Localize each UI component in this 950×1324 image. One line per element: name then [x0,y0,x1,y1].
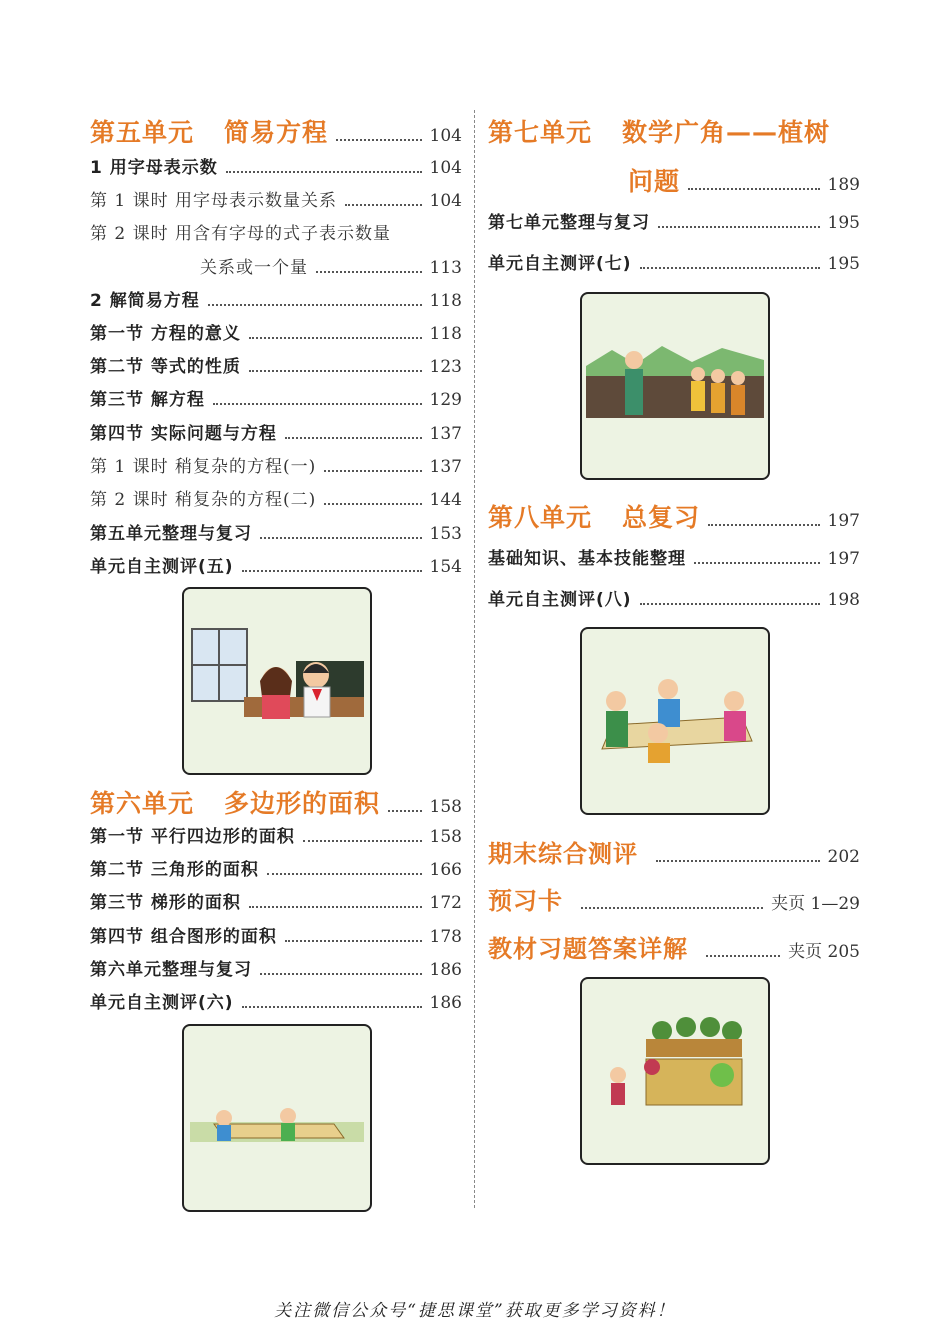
toc-unit-8[interactable] [488,498,860,534]
entry-label: 第 1 课时 稍复杂的方程(一) [90,457,317,477]
entry-label: 第三节 梯形的面积 [90,893,241,913]
entry-label: 第六单元整理与复习 [90,960,252,980]
page-number: 154 [429,557,462,577]
unit-title: 第八单元 [488,503,593,532]
toc-entry[interactable] [90,552,462,577]
leader-dots [688,188,820,190]
toc-unit-5[interactable] [90,113,462,149]
toc-entry[interactable] [90,855,462,880]
toc-entry[interactable] [488,544,860,569]
leader-dots [706,955,780,957]
page-number: 186 [429,993,462,1013]
leader-dots [249,370,422,372]
toc-entry[interactable] [90,286,462,311]
entry-label: 单元自主测评(七) [488,254,632,274]
entry-label: 第 2 课时 用含有字母的式子表示数量 [90,224,392,244]
page-number: 137 [429,457,462,477]
toc-final-test[interactable] [488,834,860,869]
page-number: 104 [429,158,462,178]
unit-subtitle: 多边形的面积 [224,789,381,818]
toc-entry[interactable] [90,922,462,947]
toc-unit-7[interactable] [488,113,860,149]
page-number: 178 [429,927,462,947]
toc-entry[interactable] [90,888,462,913]
leader-dots [285,437,422,439]
leader-dots [316,271,422,273]
tree-planting-illustration [580,292,770,480]
discussion-illustration [580,627,770,815]
leader-dots [249,337,422,339]
leader-dots [656,860,820,862]
entry-label: 第二节 等式的性质 [90,357,241,377]
page-number: 166 [429,860,462,880]
toc-entry[interactable] [90,385,462,410]
entry-label: 第一节 方程的意义 [90,324,241,344]
unit-subtitle: 简易方程 [224,118,329,147]
unit-subtitle-cont: 问题 [628,167,681,196]
planting-scene [582,294,768,478]
toc-entry[interactable] [90,219,462,244]
unit-subtitle: 总复习 [622,503,701,532]
entry-label: 2 解简易方程 [90,291,200,311]
leader-dots [324,503,421,505]
page-number: 118 [429,324,462,344]
page-number: 197 [827,511,860,531]
discussion-scene [582,629,768,813]
toc-entry[interactable] [488,249,860,274]
page-number: 195 [827,213,860,233]
unit-subtitle: 数学广角——植树 [622,118,831,147]
entry-label: 第二节 三角形的面积 [90,860,259,880]
page-number: 104 [429,191,462,211]
entry-label: 关系或一个量 [200,258,308,278]
toc-entry[interactable] [90,988,462,1013]
leader-dots [285,940,422,942]
page-number: 158 [429,827,462,847]
leader-dots [303,840,422,842]
leader-dots [708,524,820,526]
entry-label: 第五单元整理与复习 [90,524,252,544]
unit-title: 第六单元 [90,789,195,818]
page-number: 186 [429,960,462,980]
leader-dots [581,907,763,909]
entry-label: 第 2 课时 稍复杂的方程(二) [90,490,317,510]
leader-dots [260,537,422,539]
unit-title: 第五单元 [90,118,195,147]
leader-dots [267,873,422,875]
page-number: 195 [827,254,860,274]
page-number: 118 [429,291,462,311]
column-divider [474,110,475,1208]
entry-label: 单元自主测评(五) [90,557,234,577]
entry-label: 第 1 课时 用字母表示数量关系 [90,191,338,211]
classroom-illustration [182,587,372,775]
leader-dots [226,171,422,173]
toc-entry[interactable] [90,452,462,477]
toc-entry[interactable] [90,955,462,980]
toc-entry[interactable] [200,253,462,278]
page-number: 153 [429,524,462,544]
toc-entry[interactable] [90,419,462,444]
unit-title: 第七单元 [488,118,593,147]
toc-preview-card[interactable] [488,881,860,916]
leader-dots [208,304,422,306]
entry-label: 第七单元整理与复习 [488,213,650,233]
leader-dots [658,226,820,228]
entry-label: 期末综合测评 [488,840,638,868]
entry-label: 第四节 组合图形的面积 [90,927,277,947]
entry-label: 第三节 解方程 [90,390,205,410]
page-number: 198 [827,590,860,610]
toc-unit-7-cont[interactable] [628,162,860,198]
page-number: 158 [429,797,462,817]
measuring-illustration [182,1024,372,1212]
greenhouse-scene [582,979,768,1163]
toc-entry[interactable] [90,352,462,377]
page-number: 104 [429,126,462,146]
leader-dots [336,139,422,141]
toc-entry[interactable] [90,485,462,510]
leader-dots [242,570,422,572]
greenhouse-illustration [580,977,770,1165]
page-number: 123 [429,357,462,377]
leader-dots [640,267,820,269]
leader-dots [213,403,422,405]
page-number: 137 [429,424,462,444]
page-number: 144 [429,490,462,510]
leader-dots [249,906,422,908]
toc-answers[interactable] [488,929,860,964]
page-number: 189 [827,175,860,195]
entry-label: 单元自主测评(六) [90,993,234,1013]
page-number: 129 [429,390,462,410]
entry-label: 基础知识、基本技能整理 [488,549,686,569]
entry-label: 第四节 实际问题与方程 [90,424,277,444]
leader-dots [345,204,422,206]
entry-label: 1 用字母表示数 [90,158,218,178]
page-number: 202 [827,847,860,867]
toc-entry[interactable] [90,822,462,847]
page-number: 197 [827,549,860,569]
page-number: 172 [429,893,462,913]
toc-entry[interactable] [90,319,462,344]
page-number: 夹页 1—29 [771,894,860,914]
classroom-scene [184,589,370,773]
toc-entry[interactable] [90,153,462,178]
leader-dots [640,603,820,605]
toc-entry[interactable] [90,519,462,544]
leader-dots [260,973,422,975]
leader-dots [242,1006,422,1008]
leader-dots [694,562,820,564]
toc-entry[interactable] [90,186,462,211]
toc-entry[interactable] [488,585,860,610]
page-number: 夹页 205 [788,942,860,962]
entry-label: 预习卡 [488,887,563,915]
page-footer: 关注微信公众号“捷思课堂”获取更多学习资料！ [274,1301,676,1321]
toc-unit-6[interactable] [90,784,462,820]
toc-entry[interactable] [488,208,860,233]
page-number: 113 [429,258,462,278]
entry-label: 教材习题答案详解 [488,935,688,963]
leader-dots [388,810,422,812]
leader-dots [324,470,421,472]
entry-label: 单元自主测评(八) [488,590,632,610]
entry-label: 第一节 平行四边形的面积 [90,827,295,847]
field-scene [184,1026,370,1210]
